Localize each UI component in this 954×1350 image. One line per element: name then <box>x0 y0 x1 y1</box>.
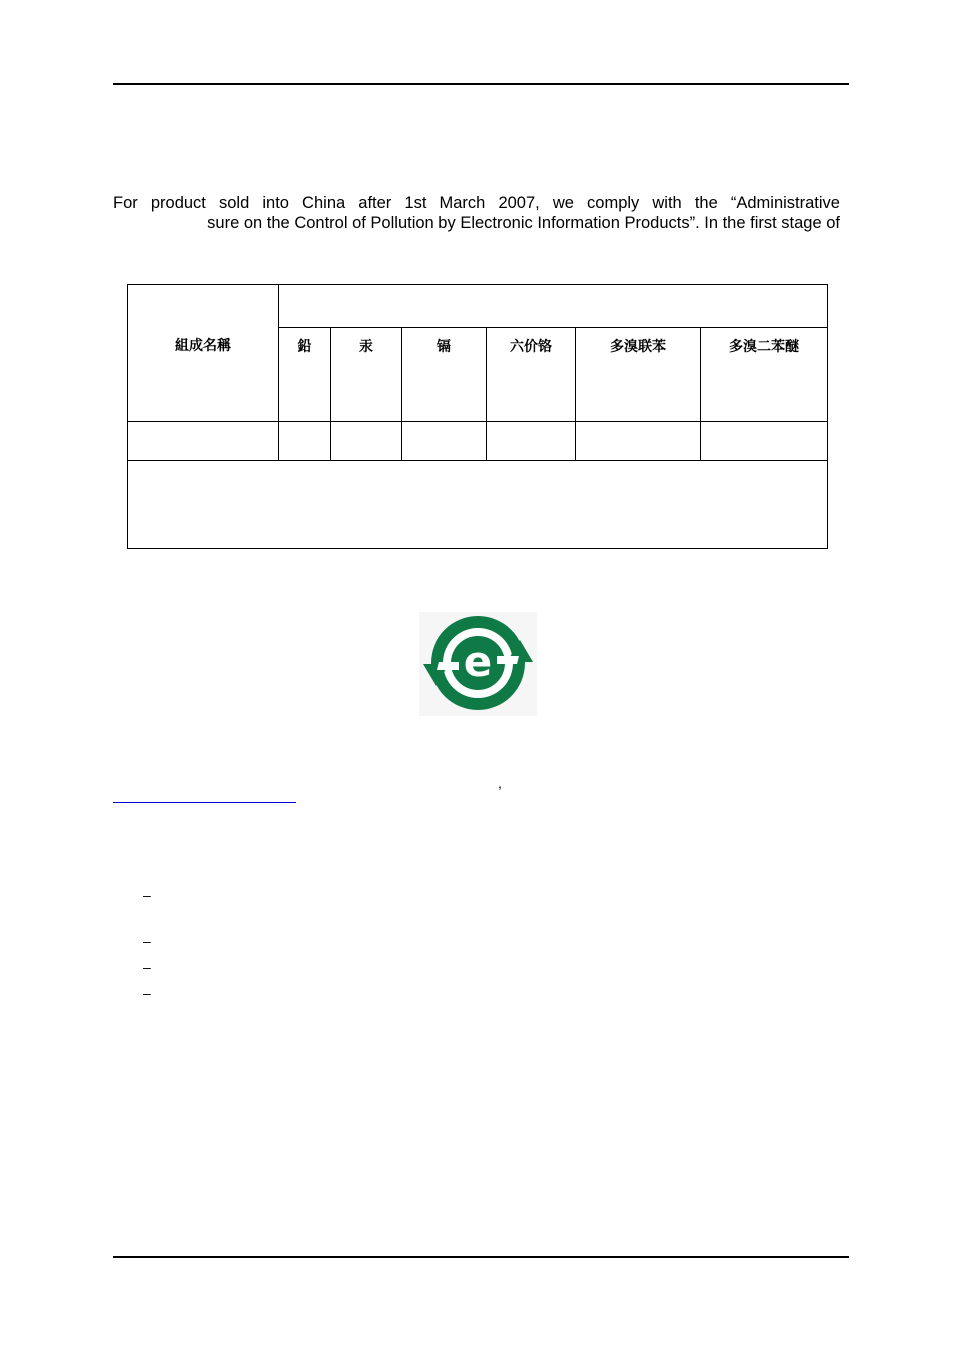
substance-header-hexavalent-chromium: 六价铬 <box>487 328 576 422</box>
table-cell <box>402 422 487 461</box>
compliance-paragraph-line-1: For product sold into China after 1st March 2007, we comply with the “Administrative <box>113 194 840 212</box>
list-bullet: – <box>143 887 151 903</box>
e-recycle-icon <box>419 612 537 716</box>
svg-text:e: e <box>463 637 493 686</box>
china-rohs-e-recycle-logo <box>419 612 537 716</box>
substance-header-pbb: 多溴联苯 <box>576 328 701 422</box>
table-cell <box>128 422 279 461</box>
stray-comma: , <box>498 775 502 791</box>
substance-header-cadmium: 镉 <box>402 328 487 422</box>
footer-rule <box>113 1256 849 1258</box>
table-cell <box>701 422 828 461</box>
compliance-paragraph-line-2: sure on the Control of Pollution by Electronic Information Products”. In the first stage of <box>207 214 840 232</box>
component-name-header: 組成名稱 <box>128 285 279 422</box>
substance-header-mercury: 汞 <box>331 328 402 422</box>
table-cell <box>576 422 701 461</box>
web-link[interactable] <box>113 802 296 803</box>
table-row <box>128 422 828 461</box>
list-bullet: – <box>143 985 151 1001</box>
substance-header-lead: 鉛 <box>279 328 331 422</box>
table-note-cell <box>128 461 828 549</box>
list-bullet: – <box>143 959 151 975</box>
table-cell <box>487 422 576 461</box>
header-rule <box>113 83 849 85</box>
substance-header-pbde: 多溴二苯醚 <box>701 328 828 422</box>
table-cell <box>331 422 402 461</box>
hazardous-substances-table <box>127 284 828 549</box>
table-cell <box>279 422 331 461</box>
substances-group-header <box>279 285 828 328</box>
list-bullet: – <box>143 933 151 949</box>
